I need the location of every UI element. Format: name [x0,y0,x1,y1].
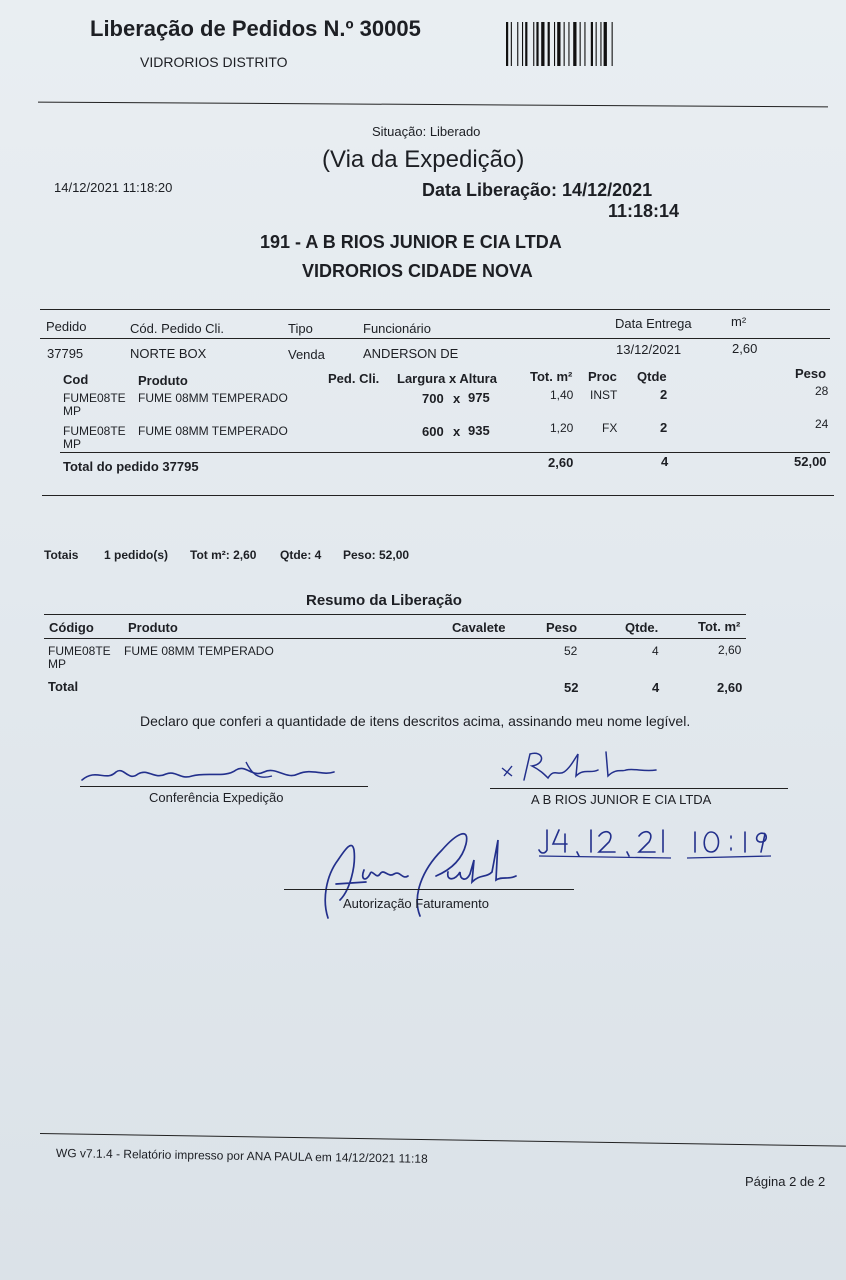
print-datetime: 14/12/2021 11:18:20 [54,180,173,195]
item-largura: 600 [422,424,444,439]
resumo-total-label: Total [48,679,79,694]
col-funcionario: Funcionário [363,321,431,336]
resumo-total-peso: 52 [564,680,579,695]
resumo-col-cavalete: Cavalete [452,620,506,635]
col-tipo: Tipo [288,321,313,336]
resumo-col-peso: Peso [546,620,578,635]
order-data-entrega: 13/12/2021 [616,342,682,357]
resumo-col-codigo: Código [49,620,94,635]
data-liberacao: Data Liberação: 14/12/2021 [422,180,653,200]
item-proc: FX [602,421,618,435]
order-total-qtde: 4 [661,454,669,469]
items-col-proc: Proc [588,369,617,384]
item-cod: FUME08TE [63,424,126,438]
declaration-text: Declaro que conferi a quantidade de itens descritos acima, assinando meu nome legível. [140,713,691,729]
resumo-col-qtde: Qtde. [625,620,659,635]
col-m2: m² [731,314,747,329]
item-qtde: 2 [660,420,668,435]
item-proc: INST [590,388,618,402]
conferencia-label: Conferência Expedição [149,790,284,805]
items-col-peso: Peso [795,366,827,381]
item-produto: FUME 08MM TEMPERADO [138,424,288,438]
order-tipo: Venda [288,347,325,362]
order-total-m2: 2,60 [548,455,574,470]
resumo-peso: 52 [564,644,578,658]
totais-label: Totais [44,548,79,562]
items-col-tot-m2: Tot. m² [530,369,573,384]
resumo-top-divider [44,614,746,615]
footer-page-number: Página 2 de 2 [745,1174,826,1189]
order-m2: 2,60 [732,341,758,356]
footer-divider [40,1133,846,1147]
item-x: x [453,391,461,406]
item-tot-m2: 1,40 [550,388,574,402]
items-total-divider [60,452,830,453]
via-label: (Via da Expedição) [322,146,525,173]
item-produto: FUME 08MM TEMPERADO [138,391,288,405]
resumo-qtde: 4 [652,644,659,658]
item-x: x [453,424,461,439]
resumo-tot-m2: 2,60 [718,643,742,657]
totais-pedidos: 1 pedido(s) [104,548,169,562]
resumo-total-qtde: 4 [652,680,660,695]
order-total-label: Total do pedido 37795 [63,459,199,474]
resumo-col-tot-m2: Tot. m² [698,619,741,634]
client-branch: VIDRORIOS CIDADE NOVA [302,261,533,281]
signature-line-autorizacao [284,889,574,890]
item-cod-suffix: MP [63,404,81,418]
resumo-title: Resumo da Liberação [306,592,462,609]
order-bottom-divider [42,495,834,496]
signature-line-conferencia [80,786,368,787]
item-largura: 700 [422,391,444,406]
col-data-entrega: Data Entrega [615,316,692,331]
data-liberacao-time: 11:18:14 [608,201,680,221]
cliente-label: A B RIOS JUNIOR E CIA LTDA [531,792,712,807]
items-col-largura-altura: Largura x Altura [397,371,497,386]
item-tot-m2: 1,20 [550,421,574,435]
items-col-cod: Cod [63,372,89,387]
item-peso: 28 [815,384,829,398]
col-cod-pedido-cli: Cód. Pedido Cli. [130,321,224,336]
resumo-header-divider [44,638,746,639]
item-peso: 24 [815,417,829,431]
document-title: Liberação de Pedidos N.º 30005 [90,16,421,41]
situacao: Situação: Liberado [372,124,481,139]
totais-peso: Peso: 52,00 [343,548,410,562]
item-altura: 975 [468,390,490,405]
item-cod-suffix: MP [63,437,81,451]
footer-printed-by: WG v7.1.4 - Relatório impresso por ANA PAULA em 14/12/2021 11:18 [55,1146,428,1166]
order-total-peso: 52,00 [794,454,827,469]
item-qtde: 2 [660,387,668,402]
totais-qtde: Qtde: 4 [280,548,322,562]
order-top-divider [40,309,830,310]
resumo-produto: FUME 08MM TEMPERADO [124,644,274,658]
signature-line-cliente [490,788,788,789]
autorizacao-label: Autorização Faturamento [343,896,489,911]
resumo-total-tot-m2: 2,60 [717,680,743,695]
resumo-cod-suffix: MP [48,657,66,671]
resumo-cod: FUME08TE [48,644,111,658]
barcode [506,22,646,66]
order-cod-cli: NORTE BOX [130,346,207,361]
item-altura: 935 [468,423,490,438]
totais-tot-m2: Tot m²: 2,60 [190,548,257,562]
items-col-qtde: Qtde [637,369,667,384]
order-header-divider [40,338,830,339]
client-name: 191 - A B RIOS JUNIOR E CIA LTDA [260,232,562,252]
items-col-produto: Produto [138,373,188,388]
order-funcionario: ANDERSON DE [363,346,459,361]
company-name: VIDRORIOS DISTRITO [140,54,288,70]
handwritten-datetime [535,822,775,866]
order-pedido: 37795 [47,346,84,361]
signature-cliente [494,746,674,790]
resumo-col-produto: Produto [128,620,178,635]
item-cod: FUME08TE [63,391,126,405]
items-col-ped-cli: Ped. Cli. [328,371,380,386]
col-pedido: Pedido [46,319,87,334]
header-divider [38,102,828,108]
